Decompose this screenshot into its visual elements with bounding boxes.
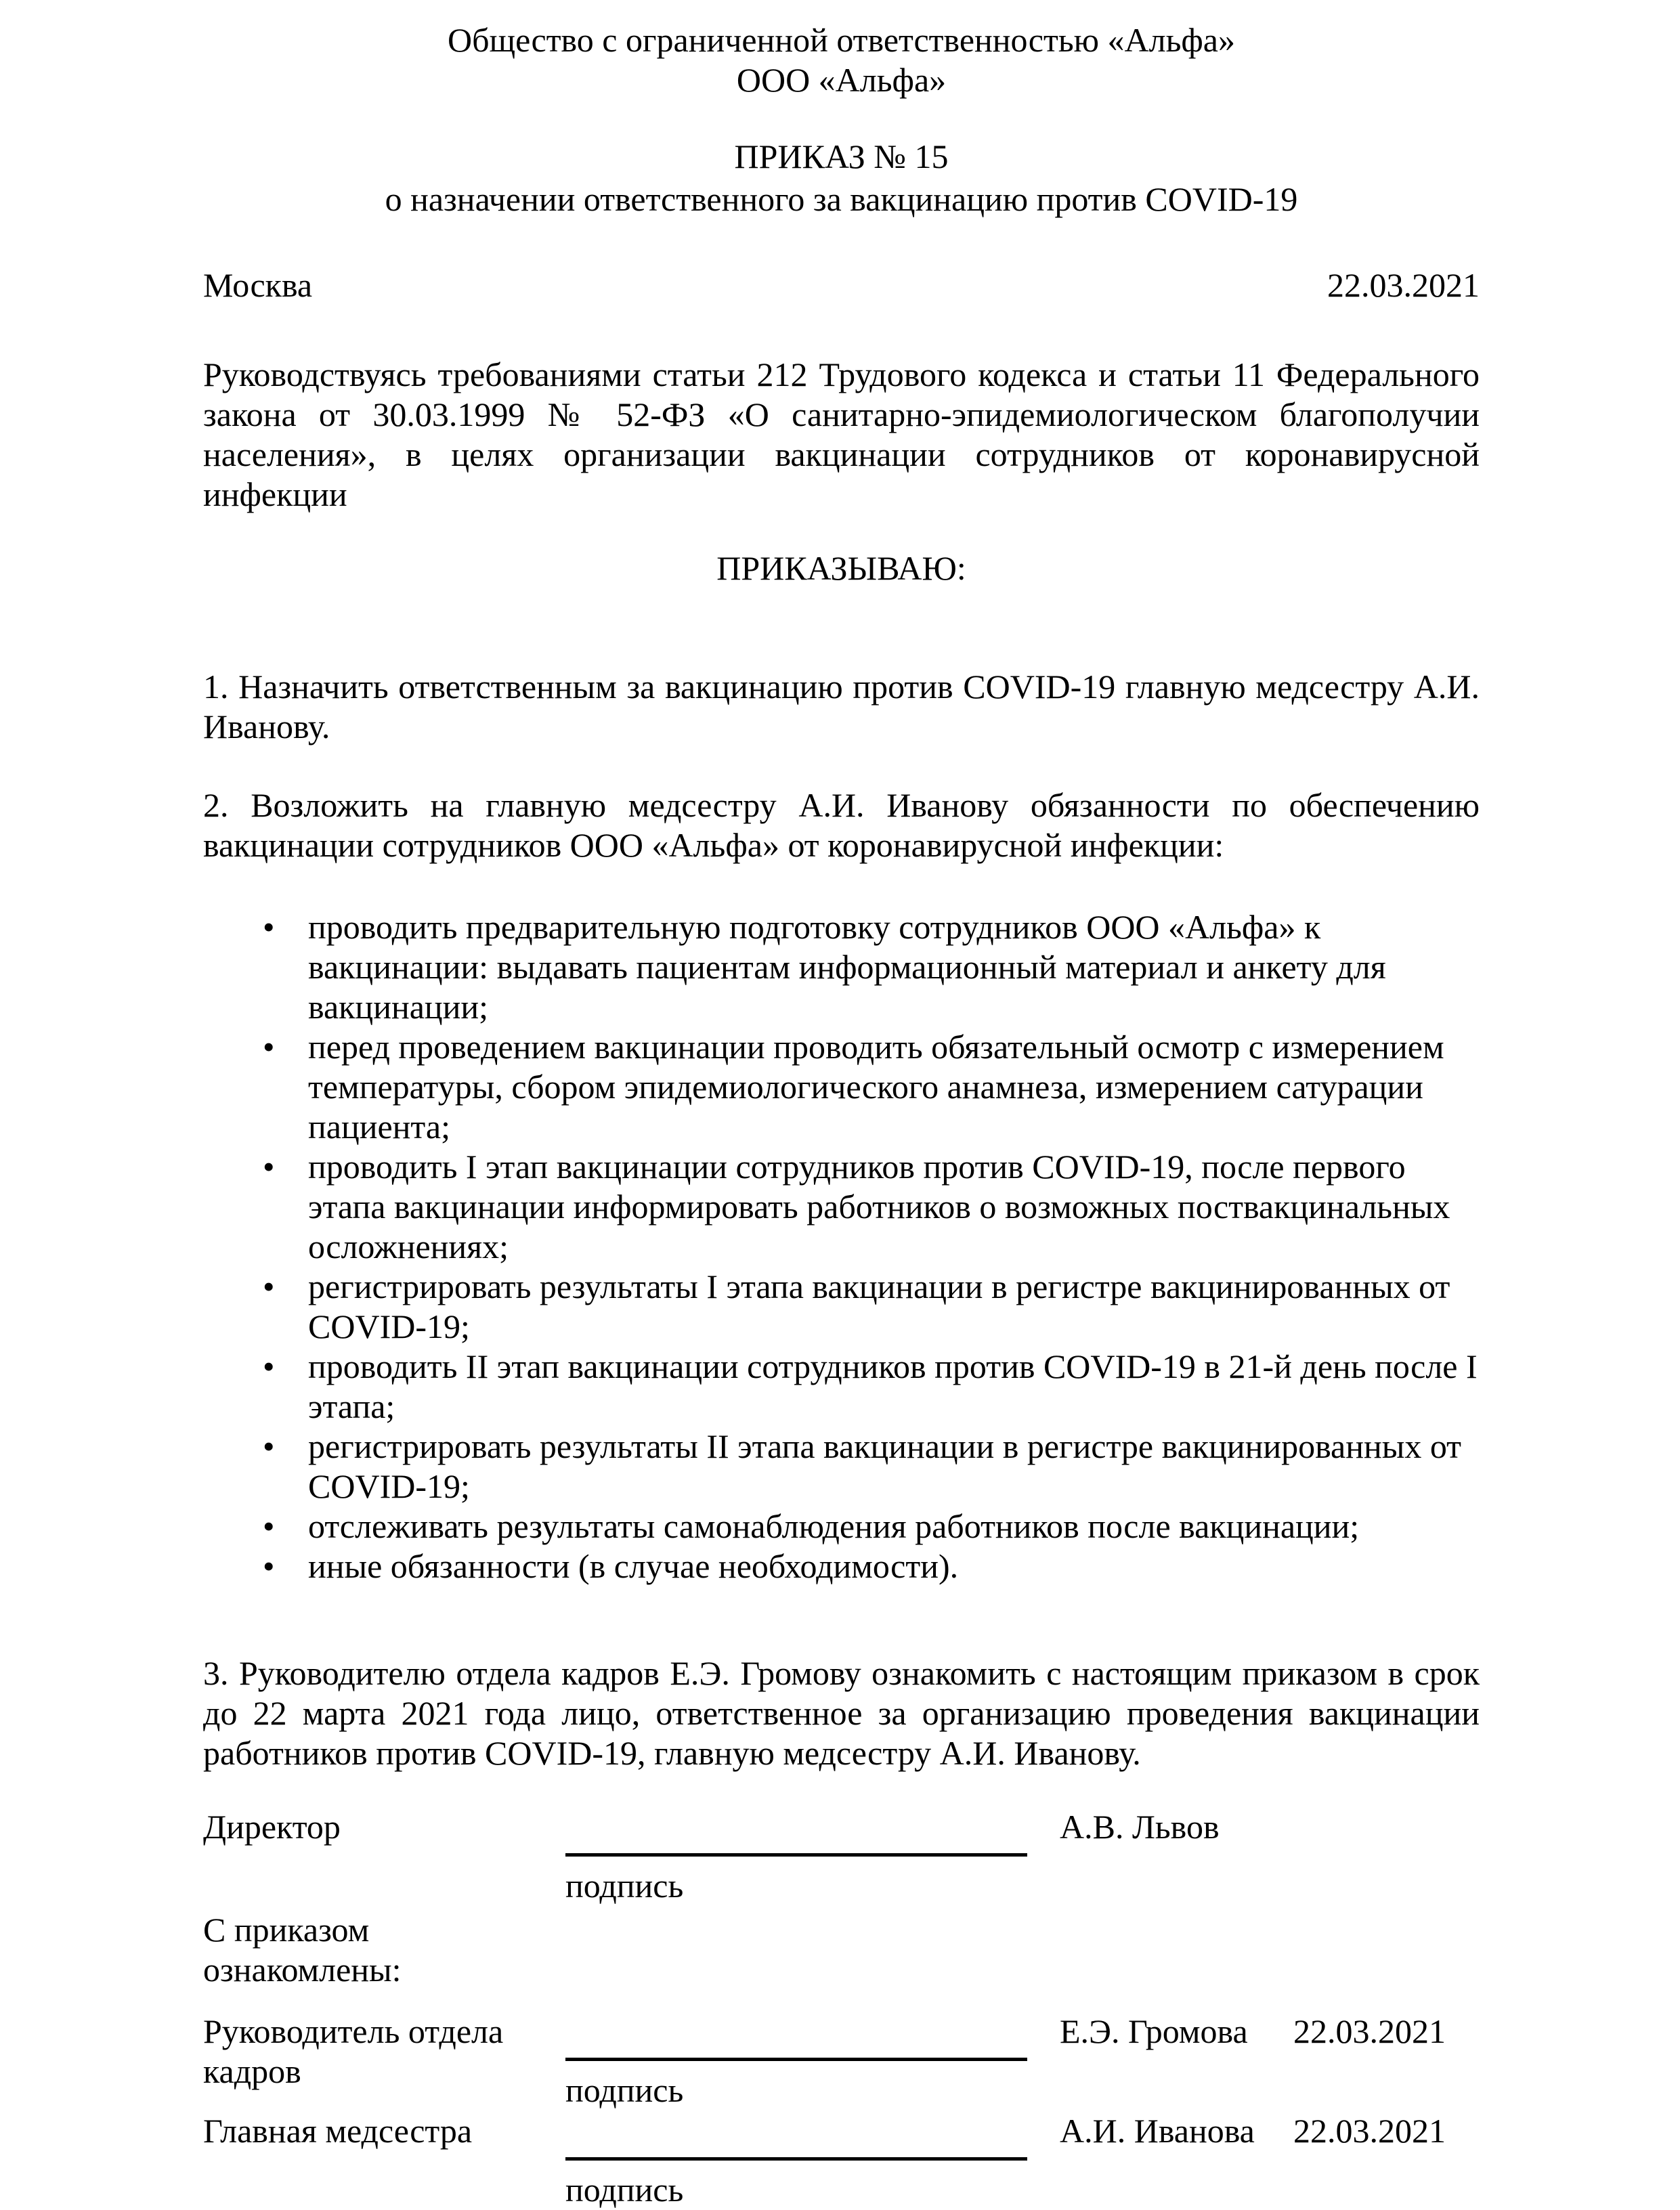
hr-head-signature-caption: подпись [565,2071,684,2109]
order-item-3: 3. Руководителю отдела кадров Е.Э. Громову ознакомить с настоящим приказом в срок до 22 марта 2021 года лицо, ответственное за организацию проведения вакцинации работников против COVID-19, главную медсестру А.И. Иванову. [203,1654,1480,1772]
duty-item-4: • регистрировать результаты I этапа вакцинации в регистре вакцинированных от COVID-19; [203,1267,1480,1347]
hr-head-signature-area [565,2012,1027,2110]
director-name: А.В. Львов [1060,1808,1220,1846]
hr-head-signature-line [565,2058,1027,2061]
head-nurse-signature-area [565,2111,1027,2210]
director-signature-line [565,1853,1027,1857]
acknowledgement-heading: С приказом ознакомлены: [203,1911,402,1989]
head-nurse-signature-caption: подпись [565,2171,684,2209]
order-item-2: 2. Возложить на главную медсестру А.И. Иванову обязанности по обеспечению вакцинации сотрудников ООО «Альфа» от коронавирусной инфекции: [203,786,1480,864]
order-subject: о назначении ответственного за вакцинацию против COVID-19 [385,180,1298,218]
duty-item-6: • регистрировать результаты II этапа вакцинации в регистре вакцинированных от COVID-19; [203,1427,1480,1507]
director-position-label: Директор [203,1808,341,1846]
order-date: 22.03.2021 [1327,266,1480,304]
head-nurse-sign-date: 22.03.2021 [1293,2112,1446,2150]
order-number-title: ПРИКАЗ № 15 [734,137,949,175]
city-label: Москва [203,266,313,304]
hr-head-position-label: Руководитель отдела кадров [203,2012,504,2090]
document-header [203,20,1480,100]
org-name-short: ООО «Альфа» [736,61,947,99]
resolution-word: ПРИКАЗЫВАЮ: [716,549,966,587]
order-title-block [203,135,1480,221]
director-signature-area [565,1807,1027,1906]
duty-item-2: • перед проведением вакцинации проводить обязательный осмотр с измерением температуры, сбором эпидемиологического анамнеза, измерением сатурации пациента; [203,1027,1480,1147]
head-nurse-signature-line [565,2157,1027,2161]
duty-item-3: • проводить I этап вакцинации сотрудников против COVID-19, после первого этапа вакцинации информировать работников о возможных поствакцинальных осложнениях; [203,1147,1480,1267]
hr-head-name: Е.Э. Громова [1060,2012,1248,2050]
preamble-paragraph: Руководствуясь требованиями статьи 212 Трудового кодекса и статьи 11 Федерального закона от 30.03.1999 № 52-ФЗ «О санитарно-эпидемиологическом благополучии населения», в целях организации вакцинации сотрудников от коронавирусной инфекции [203,355,1480,513]
director-signature-caption: подпись [565,1867,684,1905]
place-date-row [203,265,1480,305]
signature-row-director [203,1807,1480,1906]
head-nurse-position-label: Главная медсестра [203,2112,473,2150]
org-name-full: Общество с ограниченной ответственностью «Альфа» [448,21,1235,59]
order-item-1: 1. Назначить ответственным за вакцинацию против COVID-19 главную медсестру А.И. Иванову. [203,668,1480,745]
head-nurse-name: А.И. Иванова [1060,2112,1255,2150]
signature-row-head-nurse [203,2111,1480,2210]
hr-head-sign-date: 22.03.2021 [1293,2012,1446,2050]
duty-item-7: • отслеживать результаты самонаблюдения работников после вакцинации; [203,1507,1480,1546]
signature-row-hr-head [203,2012,1480,2110]
duties-list [203,907,1480,1586]
duty-item-8: • иные обязанности (в случае необходимости). [203,1546,1480,1586]
duty-item-1: • проводить предварительную подготовку сотрудников ООО «Альфа» к вакцинации: выдавать пациентам информационный материал и анкету для вакцинации; [203,907,1480,1027]
duty-item-5: • проводить II этап вакцинации сотрудников против COVID-19 в 21-й день после I этапа; [203,1347,1480,1427]
